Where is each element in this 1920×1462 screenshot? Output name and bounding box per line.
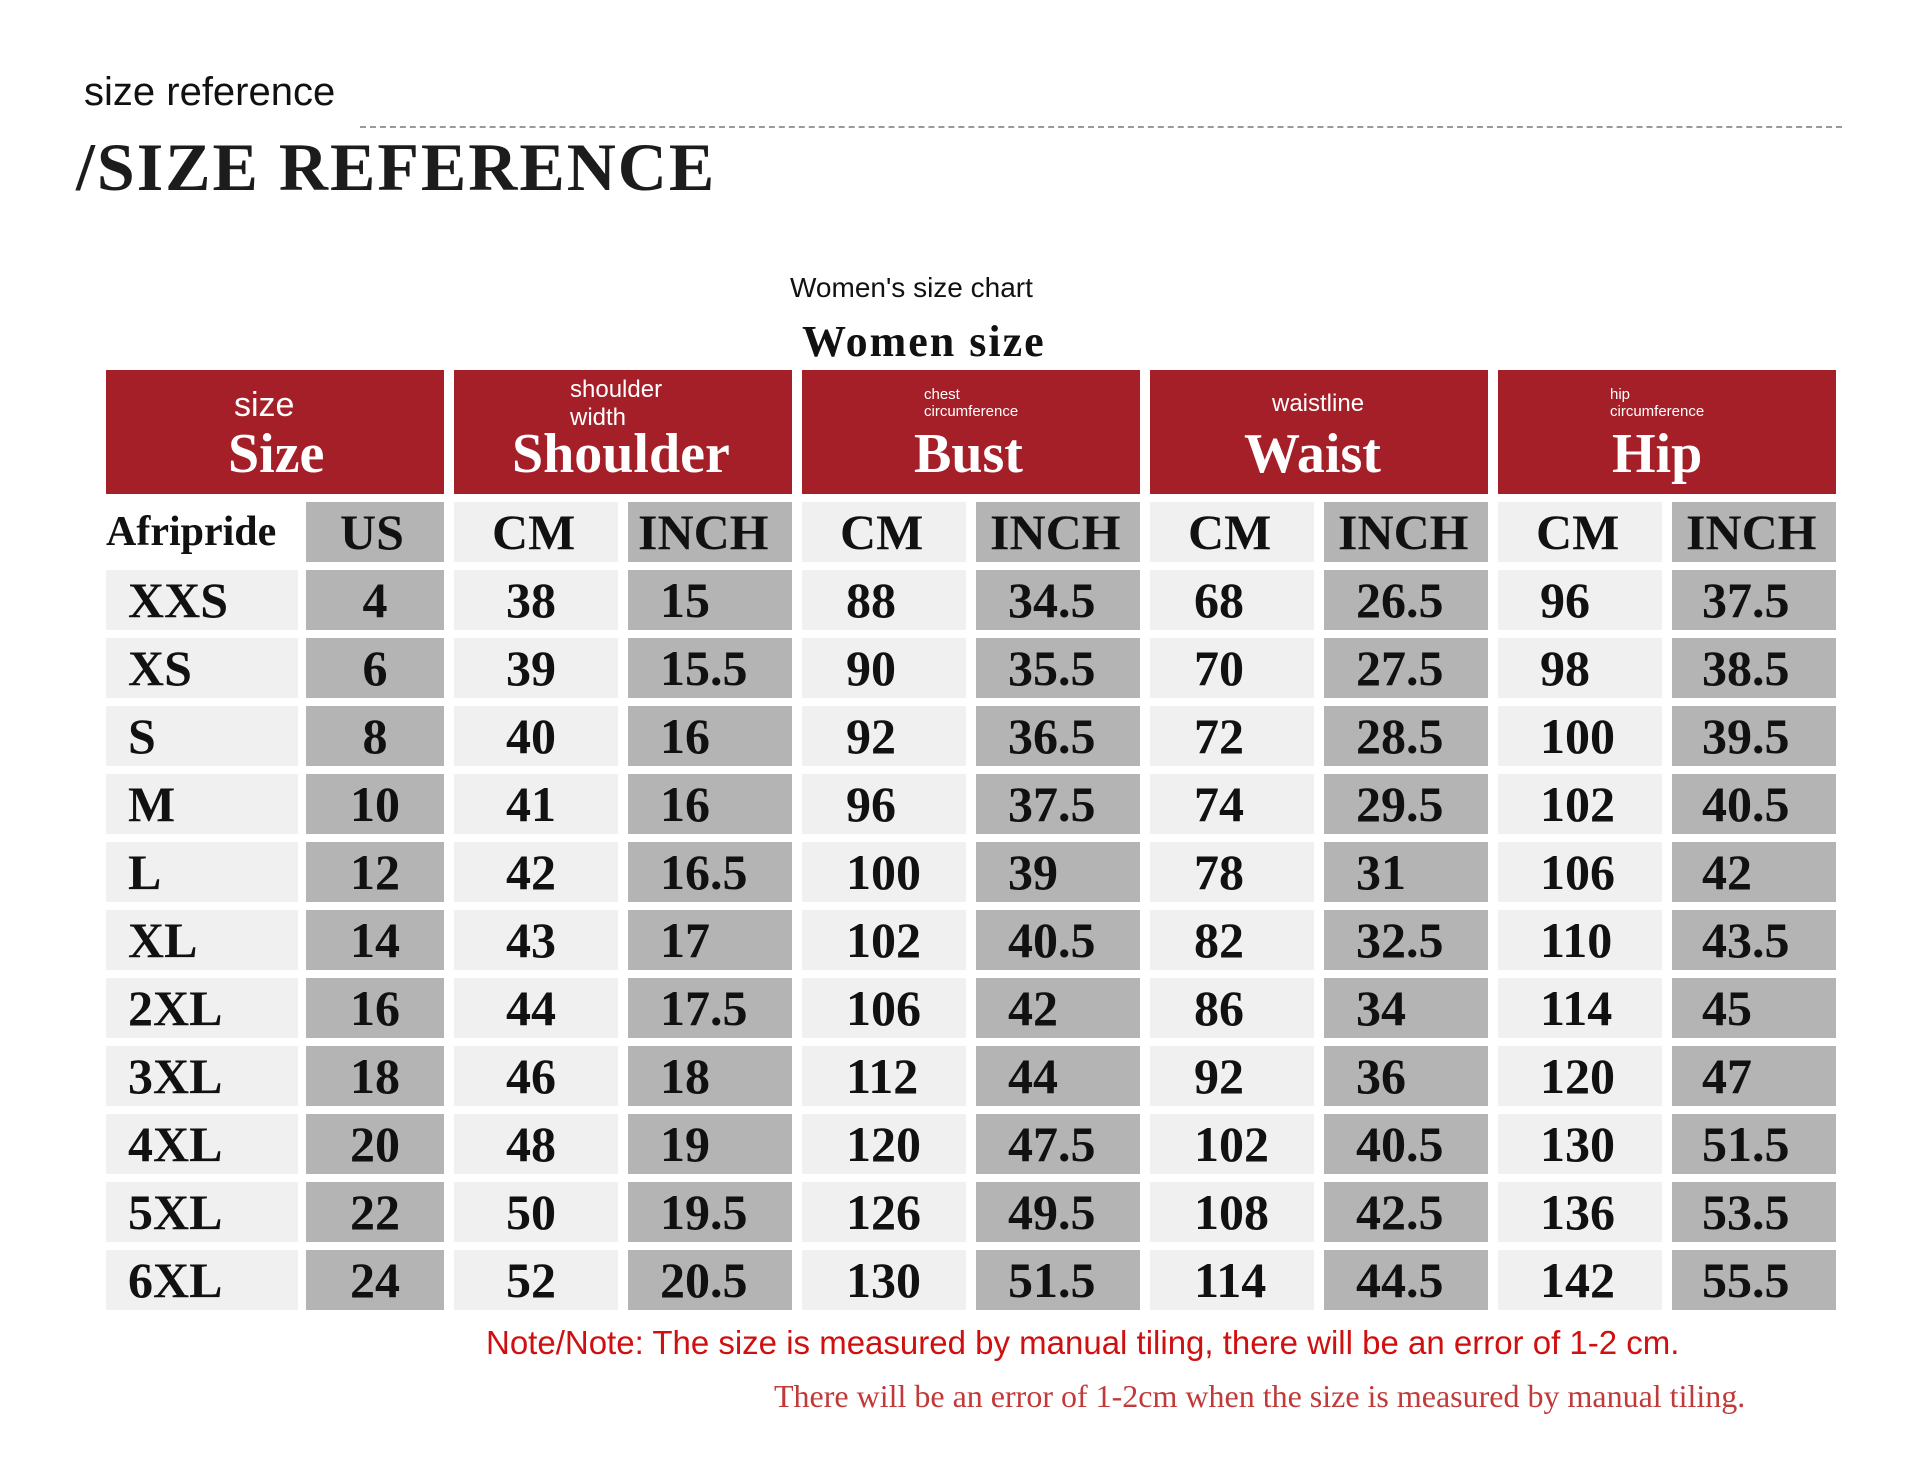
cell-size: 6XL [106, 1250, 298, 1310]
cell-waist-cm: 74 [1150, 774, 1314, 834]
subheader-brand: Afripride [106, 509, 277, 555]
cell-waist-inch: 36 [1324, 1046, 1488, 1106]
cell-waist-cm: 72 [1150, 706, 1314, 766]
note-measurement-error-alt: There will be an error of 1-2cm when the size is measured by manual tiling. [774, 1378, 1746, 1414]
subheader-waist-cm: CM [1150, 502, 1314, 562]
cell-waist-inch: 40.5 [1324, 1114, 1488, 1174]
cell-hip-inch: 38.5 [1672, 638, 1836, 698]
cell-shoulder-inch: 16 [628, 706, 792, 766]
cell-shoulder-inch: 16.5 [628, 842, 792, 902]
cell-shoulder-cm: 43 [454, 910, 618, 970]
header-bust [802, 370, 1140, 494]
cell-waist-cm: 86 [1150, 978, 1314, 1038]
cell-bust-inch: 35.5 [976, 638, 1140, 698]
header-shoulder-small: shoulder width [570, 376, 663, 431]
subheader-hip-inch: INCH [1672, 502, 1836, 562]
cell-waist-inch: 26.5 [1324, 570, 1488, 630]
cell-size: 2XL [106, 978, 298, 1038]
cell-size: XL [106, 910, 298, 970]
cell-hip-inch: 47 [1672, 1046, 1836, 1106]
header-waist-small: waistline [1272, 390, 1365, 417]
subheader-bust-inch: INCH [976, 502, 1140, 562]
cell-bust-inch: 39 [976, 842, 1140, 902]
cell-size: 4XL [106, 1114, 298, 1174]
cell-shoulder-inch: 18 [628, 1046, 792, 1106]
cell-shoulder-inch: 19.5 [628, 1182, 792, 1242]
cell-waist-cm: 92 [1150, 1046, 1314, 1106]
cell-us: 12 [306, 842, 444, 902]
cell-shoulder-cm: 41 [454, 774, 618, 834]
cell-shoulder-cm: 38 [454, 570, 618, 630]
cell-size: 3XL [106, 1046, 298, 1106]
cell-waist-inch: 28.5 [1324, 706, 1488, 766]
cell-waist-cm: 114 [1150, 1250, 1314, 1310]
cell-us: 20 [306, 1114, 444, 1174]
cell-hip-inch: 55.5 [1672, 1250, 1836, 1310]
cell-hip-cm: 142 [1498, 1250, 1662, 1310]
cell-waist-inch: 34 [1324, 978, 1488, 1038]
cell-shoulder-inch: 15 [628, 570, 792, 630]
cell-size: S [106, 706, 298, 766]
cell-bust-inch: 36.5 [976, 706, 1140, 766]
cell-hip-cm: 136 [1498, 1182, 1662, 1242]
header-shoulder-big: Shoulder [512, 423, 730, 485]
cell-bust-inch: 44 [976, 1046, 1140, 1106]
header-size [106, 370, 444, 494]
cell-us: 8 [306, 706, 444, 766]
cell-bust-cm: 106 [802, 978, 966, 1038]
cell-shoulder-cm: 52 [454, 1250, 618, 1310]
cell-hip-cm: 96 [1498, 570, 1662, 630]
header-waist-big: Waist [1244, 423, 1381, 485]
cell-shoulder-inch: 17 [628, 910, 792, 970]
page-title: /SIZE REFERENCE [76, 129, 717, 205]
header-bust-small: chest circumference [924, 386, 1019, 421]
cell-us: 14 [306, 910, 444, 970]
cell-bust-cm: 100 [802, 842, 966, 902]
cell-hip-inch: 53.5 [1672, 1182, 1836, 1242]
cell-shoulder-inch: 20.5 [628, 1250, 792, 1310]
cell-hip-inch: 43.5 [1672, 910, 1836, 970]
cell-hip-inch: 37.5 [1672, 570, 1836, 630]
cell-us: 10 [306, 774, 444, 834]
cell-hip-cm: 130 [1498, 1114, 1662, 1174]
cell-bust-inch: 42 [976, 978, 1140, 1038]
cell-shoulder-inch: 19 [628, 1114, 792, 1174]
cell-size: L [106, 842, 298, 902]
subheader-us: US [306, 502, 444, 562]
cell-bust-cm: 90 [802, 638, 966, 698]
cell-hip-inch: 40.5 [1672, 774, 1836, 834]
cell-bust-cm: 92 [802, 706, 966, 766]
cell-shoulder-cm: 39 [454, 638, 618, 698]
cell-size: M [106, 774, 298, 834]
cell-shoulder-inch: 15.5 [628, 638, 792, 698]
cell-waist-inch: 27.5 [1324, 638, 1488, 698]
header-shoulder [454, 370, 792, 494]
cell-waist-inch: 44.5 [1324, 1250, 1488, 1310]
cell-shoulder-inch: 17.5 [628, 978, 792, 1038]
cell-bust-cm: 126 [802, 1182, 966, 1242]
cell-shoulder-cm: 42 [454, 842, 618, 902]
cell-shoulder-inch: 16 [628, 774, 792, 834]
header-size-big: Size [228, 423, 325, 485]
cell-waist-inch: 31 [1324, 842, 1488, 902]
header-waist [1150, 370, 1488, 494]
cell-us: 6 [306, 638, 444, 698]
cell-shoulder-cm: 50 [454, 1182, 618, 1242]
cell-hip-cm: 102 [1498, 774, 1662, 834]
cell-waist-cm: 68 [1150, 570, 1314, 630]
cell-hip-cm: 100 [1498, 706, 1662, 766]
cell-waist-inch: 29.5 [1324, 774, 1488, 834]
cell-hip-inch: 39.5 [1672, 706, 1836, 766]
chart-title: Women size [802, 317, 1046, 366]
cell-bust-inch: 37.5 [976, 774, 1140, 834]
cell-size: XXS [106, 570, 298, 630]
cell-waist-cm: 70 [1150, 638, 1314, 698]
cell-hip-cm: 110 [1498, 910, 1662, 970]
cell-hip-inch: 51.5 [1672, 1114, 1836, 1174]
cell-hip-cm: 106 [1498, 842, 1662, 902]
cell-bust-cm: 130 [802, 1250, 966, 1310]
cell-us: 16 [306, 978, 444, 1038]
cell-bust-cm: 120 [802, 1114, 966, 1174]
cell-waist-cm: 78 [1150, 842, 1314, 902]
subheader-shoulder-cm: CM [454, 502, 618, 562]
cell-shoulder-cm: 40 [454, 706, 618, 766]
cell-us: 4 [306, 570, 444, 630]
cell-shoulder-cm: 48 [454, 1114, 618, 1174]
cell-bust-inch: 51.5 [976, 1250, 1140, 1310]
cell-us: 24 [306, 1250, 444, 1310]
cell-waist-inch: 32.5 [1324, 910, 1488, 970]
cell-waist-cm: 108 [1150, 1182, 1314, 1242]
cell-bust-cm: 112 [802, 1046, 966, 1106]
cell-hip-inch: 42 [1672, 842, 1836, 902]
header-hip [1498, 370, 1836, 494]
cell-shoulder-cm: 46 [454, 1046, 618, 1106]
header-bust-big: Bust [914, 423, 1023, 485]
cell-shoulder-cm: 44 [454, 978, 618, 1038]
cell-bust-cm: 88 [802, 570, 966, 630]
cell-bust-inch: 34.5 [976, 570, 1140, 630]
cell-us: 22 [306, 1182, 444, 1242]
header-size-small: size [234, 386, 295, 424]
cell-bust-inch: 47.5 [976, 1114, 1140, 1174]
cell-hip-cm: 114 [1498, 978, 1662, 1038]
cell-waist-inch: 42.5 [1324, 1182, 1488, 1242]
cell-us: 18 [306, 1046, 444, 1106]
cell-bust-inch: 40.5 [976, 910, 1140, 970]
subheader-bust-cm: CM [802, 502, 966, 562]
cell-bust-inch: 49.5 [976, 1182, 1140, 1242]
cell-hip-inch: 45 [1672, 978, 1836, 1038]
subheader-hip-cm: CM [1498, 502, 1662, 562]
note-measurement-error: Note/Note: The size is measured by manual tiling, there will be an error of 1-2 cm. [486, 1324, 1680, 1361]
cell-hip-cm: 120 [1498, 1046, 1662, 1106]
subheader-shoulder-inch: INCH [628, 502, 792, 562]
chart-caption: Women's size chart [790, 272, 1033, 303]
page-subtitle: size reference [84, 70, 336, 114]
cell-size: 5XL [106, 1182, 298, 1242]
cell-size: XS [106, 638, 298, 698]
cell-bust-cm: 96 [802, 774, 966, 834]
cell-waist-cm: 82 [1150, 910, 1314, 970]
subheader-waist-inch: INCH [1324, 502, 1488, 562]
header-hip-small: hip circumference [1610, 386, 1705, 421]
cell-hip-cm: 98 [1498, 638, 1662, 698]
cell-bust-cm: 102 [802, 910, 966, 970]
cell-waist-cm: 102 [1150, 1114, 1314, 1174]
header-hip-big: Hip [1612, 423, 1703, 485]
